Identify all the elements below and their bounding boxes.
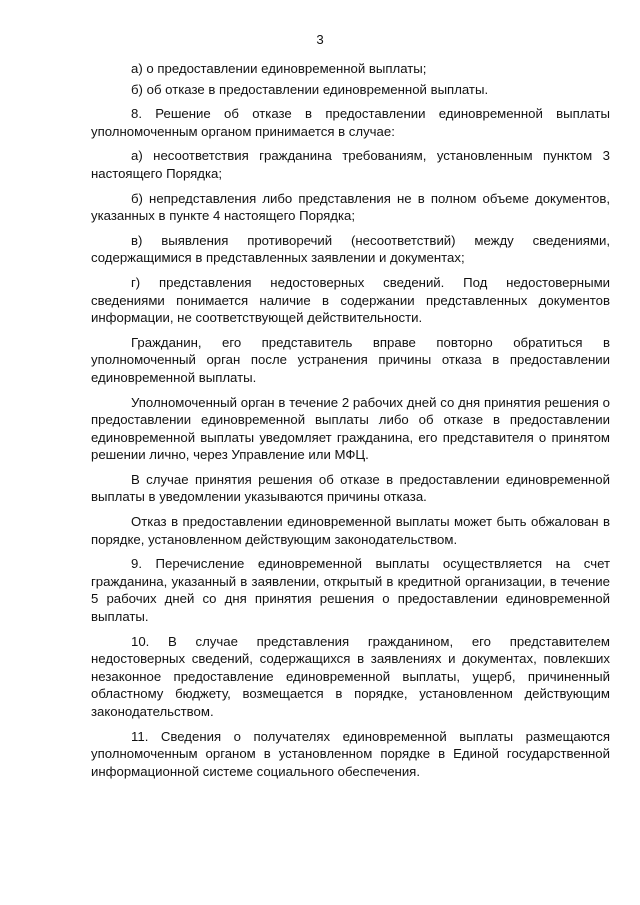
paragraph-clause-10: 10. В случае представления гражданином, его представителем недостоверных сведений, содержащихся в заявлениях и документах, повлекших незаконное предоставление единовременной выплаты, ущерб, причиненный областному бюджету, возмещается в порядке, установленном действующим законодательством. <box>91 633 610 719</box>
paragraph-notification: Уполномоченный орган в течение 2 рабочих дней со дня принятия решения о предоставлении единовременной выплаты либо об отказе в предоставлении единовременной выплаты уведомляет гражданина, его представителя о принятом решении лично, через Управление или МФЦ. <box>91 394 610 463</box>
paragraph-clause-8b: б) непредставления либо представления не в полном объеме документов, указанных в пункте 4 настоящего Порядка; <box>91 190 610 224</box>
document-body <box>91 60 610 787</box>
paragraph-clause-8: 8. Решение об отказе в предоставлении единовременной выплаты уполномоченным органом принимается в случае: <box>91 106 610 139</box>
paragraph-clause-9: 9. Перечисление единовременной выплаты осуществляется на счет гражданина, указанный в заявлении, открытый в кредитной организации, в течение 5 рабочих дней со дня принятия решения о предоставлении единовременной выплаты. <box>91 556 610 625</box>
page-number: 3 <box>316 32 324 47</box>
paragraph-appeal: Отказ в предоставлении единовременной выплаты может быть обжалован в порядке, установленном действующим законодательством. <box>91 514 610 547</box>
paragraph-clause-8g: г) представления недостоверных сведений. Под недостоверными сведениями понимается наличие в содержании представленных документов информации, не соответствующей действительности. <box>91 274 610 326</box>
paragraph-clause-11: 11. Сведения о получателях единовременной выплаты размещаются уполномоченным органом в установленном порядке в Единой государственной информационной системе социального обеспечения. <box>91 728 610 779</box>
paragraph-clause-8a: а) несоответствия гражданина требованиям, установленным пунктом 3 настоящего Порядка; <box>91 148 610 181</box>
paragraph-clause-8v: в) выявления противоречий (несоответствий) между сведениями, содержащимися в представленных заявлении и документах; <box>91 232 610 266</box>
paragraph-decision-refuse: б) об отказе в предоставлении единовременной выплаты. <box>131 81 489 97</box>
paragraph-decision-grant: а) о предоставлении единовременной выплаты; <box>131 61 427 76</box>
paragraph-refusal-reasons: В случае принятия решения об отказе в предоставлении единовременной выплаты в уведомлении указываются причины отказа. <box>91 471 610 505</box>
paragraph-reapply: Гражданин, его представитель вправе повторно обратиться в уполномоченный орган после устранения причины отказа в предоставлении единовременной выплаты. <box>91 334 610 385</box>
